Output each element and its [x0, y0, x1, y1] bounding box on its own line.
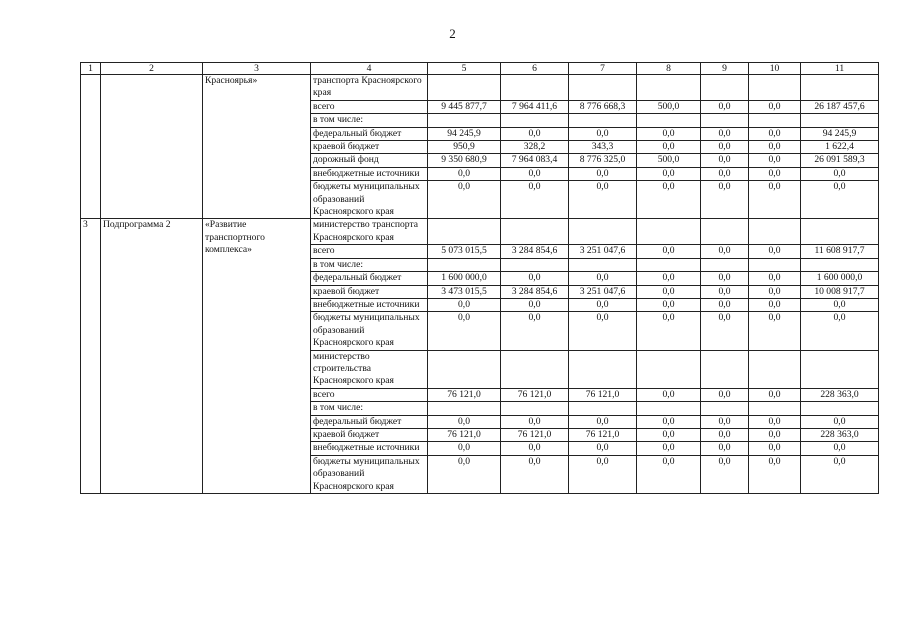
value-cell	[701, 350, 749, 388]
value-cell: 0,0	[637, 455, 701, 493]
value-cell	[637, 219, 701, 245]
value-cell: 0,0	[801, 455, 879, 493]
value-cell	[801, 402, 879, 415]
value-cell	[569, 258, 637, 271]
value-cell: 0,0	[701, 285, 749, 298]
value-cell: 0,0	[701, 415, 749, 428]
row-label: федеральный бюджет	[311, 415, 428, 428]
row-label: федеральный бюджет	[311, 272, 428, 285]
value-cell: 3 251 047,6	[569, 245, 637, 258]
value-cell	[637, 75, 701, 101]
value-cell	[749, 402, 801, 415]
col-header: 3	[203, 63, 311, 75]
value-cell: 0,0	[637, 388, 701, 401]
value-cell: 0,0	[701, 245, 749, 258]
value-cell	[428, 258, 501, 271]
value-cell: 0,0	[569, 415, 637, 428]
value-cell: 0,0	[701, 100, 749, 113]
value-cell	[701, 219, 749, 245]
value-cell: 1 600 000,0	[428, 272, 501, 285]
value-cell: 0,0	[428, 455, 501, 493]
value-cell	[637, 402, 701, 415]
col-header: 8	[637, 63, 701, 75]
col-header: 11	[801, 63, 879, 75]
value-cell: 500,0	[637, 100, 701, 113]
value-cell: 0,0	[749, 298, 801, 311]
value-cell	[801, 350, 879, 388]
value-cell: 0,0	[501, 442, 569, 455]
agency-label: транспорта Красноярского края	[311, 75, 428, 101]
value-cell	[501, 258, 569, 271]
value-cell	[569, 402, 637, 415]
value-cell: 0,0	[701, 388, 749, 401]
value-cell: 0,0	[501, 415, 569, 428]
value-cell: 328,2	[501, 141, 569, 154]
row-label: краевой бюджет	[311, 141, 428, 154]
value-cell: 0,0	[749, 442, 801, 455]
value-cell: 0,0	[701, 312, 749, 350]
value-cell	[801, 114, 879, 127]
value-cell: 0,0	[569, 167, 637, 180]
value-cell: 0,0	[749, 388, 801, 401]
value-cell	[637, 350, 701, 388]
col-header: 1	[81, 63, 101, 75]
value-cell: 0,0	[801, 312, 879, 350]
value-cell: 0,0	[749, 127, 801, 140]
value-cell: 26 187 457,6	[801, 100, 879, 113]
value-cell	[637, 258, 701, 271]
value-cell: 76 121,0	[501, 428, 569, 441]
value-cell: 0,0	[501, 181, 569, 219]
value-cell	[801, 219, 879, 245]
value-cell	[801, 75, 879, 101]
value-cell: 0,0	[749, 245, 801, 258]
value-cell	[501, 402, 569, 415]
value-cell: 76 121,0	[428, 388, 501, 401]
value-cell	[569, 114, 637, 127]
value-cell: 1 622,4	[801, 141, 879, 154]
value-cell	[428, 402, 501, 415]
value-cell: 76 121,0	[428, 428, 501, 441]
value-cell	[428, 350, 501, 388]
row-label: федеральный бюджет	[311, 127, 428, 140]
value-cell: 8 776 668,3	[569, 100, 637, 113]
value-cell: 0,0	[501, 127, 569, 140]
agency-label: министерство транспорта Красноярского края	[311, 219, 428, 245]
value-cell: 0,0	[749, 154, 801, 167]
value-cell: 0,0	[428, 181, 501, 219]
value-cell: 3 473 015,5	[428, 285, 501, 298]
value-cell: 0,0	[749, 181, 801, 219]
value-cell: 26 091 589,3	[801, 154, 879, 167]
value-cell: 8 776 325,0	[569, 154, 637, 167]
value-cell: 0,0	[569, 272, 637, 285]
value-cell: 343,3	[569, 141, 637, 154]
col-header: 7	[569, 63, 637, 75]
value-cell: 0,0	[569, 298, 637, 311]
value-cell	[428, 114, 501, 127]
value-cell: 0,0	[428, 167, 501, 180]
value-cell	[501, 75, 569, 101]
subprogram-cell	[101, 75, 203, 219]
value-cell: 0,0	[749, 167, 801, 180]
value-cell	[749, 350, 801, 388]
value-cell: 0,0	[501, 312, 569, 350]
subprogram-name: Красноярья»	[203, 75, 311, 219]
value-cell	[749, 258, 801, 271]
value-cell: 0,0	[637, 285, 701, 298]
value-cell: 0,0	[701, 181, 749, 219]
col-header: 5	[428, 63, 501, 75]
value-cell	[701, 114, 749, 127]
value-cell: 0,0	[501, 455, 569, 493]
col-header: 10	[749, 63, 801, 75]
value-cell	[749, 114, 801, 127]
value-cell: 0,0	[701, 428, 749, 441]
value-cell	[701, 75, 749, 101]
value-cell: 7 964 411,6	[501, 100, 569, 113]
value-cell: 0,0	[801, 298, 879, 311]
col-header: 9	[701, 63, 749, 75]
row-number: 3	[81, 219, 101, 494]
row-label: бюджеты муниципальных образований Красноярского края	[311, 181, 428, 219]
value-cell: 76 121,0	[569, 428, 637, 441]
row-label: бюджеты муниципальных образований Красноярского края	[311, 312, 428, 350]
value-cell: 0,0	[749, 312, 801, 350]
row-label: в том числе:	[311, 114, 428, 127]
value-cell: 0,0	[701, 154, 749, 167]
value-cell	[801, 258, 879, 271]
value-cell	[569, 219, 637, 245]
value-cell: 0,0	[569, 181, 637, 219]
value-cell	[701, 402, 749, 415]
value-cell: 3 284 854,6	[501, 285, 569, 298]
value-cell: 0,0	[749, 415, 801, 428]
row-number-cell	[81, 75, 101, 219]
value-cell: 0,0	[637, 181, 701, 219]
value-cell: 500,0	[637, 154, 701, 167]
value-cell: 0,0	[749, 285, 801, 298]
value-cell: 0,0	[701, 127, 749, 140]
value-cell: 0,0	[428, 442, 501, 455]
col-header: 4	[311, 63, 428, 75]
value-cell	[569, 75, 637, 101]
table-row	[81, 75, 879, 101]
value-cell: 0,0	[637, 167, 701, 180]
value-cell: 5 073 015,5	[428, 245, 501, 258]
page-number: 2	[449, 26, 456, 41]
row-label: внебюджетные источники	[311, 442, 428, 455]
value-cell: 94 245,9	[428, 127, 501, 140]
value-cell: 0,0	[637, 298, 701, 311]
value-cell	[501, 219, 569, 245]
value-cell: 76 121,0	[501, 388, 569, 401]
value-cell: 0,0	[637, 245, 701, 258]
value-cell: 11 608 917,7	[801, 245, 879, 258]
value-cell	[501, 114, 569, 127]
value-cell: 0,0	[749, 141, 801, 154]
value-cell: 94 245,9	[801, 127, 879, 140]
value-cell	[428, 75, 501, 101]
value-cell: 0,0	[637, 127, 701, 140]
value-cell: 0,0	[801, 167, 879, 180]
value-cell: 0,0	[501, 272, 569, 285]
value-cell: 0,0	[569, 127, 637, 140]
agency-label: министерство строительства Красноярского края	[311, 350, 428, 388]
col-header: 6	[501, 63, 569, 75]
value-cell: 0,0	[801, 415, 879, 428]
value-cell: 7 964 083,4	[501, 154, 569, 167]
value-cell: 0,0	[637, 312, 701, 350]
value-cell: 3 284 854,6	[501, 245, 569, 258]
value-cell: 0,0	[569, 312, 637, 350]
value-cell: 0,0	[637, 442, 701, 455]
row-label: краевой бюджет	[311, 285, 428, 298]
value-cell: 0,0	[749, 428, 801, 441]
row-label: всего	[311, 245, 428, 258]
value-cell: 0,0	[637, 272, 701, 285]
value-cell: 0,0	[428, 415, 501, 428]
subprogram-name: «Развитие транспортного комплекса»	[203, 219, 311, 494]
value-cell: 0,0	[749, 272, 801, 285]
value-cell: 76 121,0	[569, 388, 637, 401]
value-cell: 0,0	[637, 428, 701, 441]
row-label: внебюджетные источники	[311, 167, 428, 180]
row-label: внебюджетные источники	[311, 298, 428, 311]
header-row	[81, 63, 879, 75]
value-cell: 0,0	[749, 455, 801, 493]
value-cell	[501, 350, 569, 388]
value-cell: 10 008 917,7	[801, 285, 879, 298]
value-cell: 0,0	[501, 167, 569, 180]
subprogram-title: Подпрограмма 2	[101, 219, 203, 494]
value-cell: 3 251 047,6	[569, 285, 637, 298]
value-cell: 0,0	[428, 312, 501, 350]
value-cell: 0,0	[428, 298, 501, 311]
value-cell	[637, 114, 701, 127]
value-cell: 228 363,0	[801, 388, 879, 401]
value-cell: 9 350 680,9	[428, 154, 501, 167]
value-cell: 0,0	[701, 167, 749, 180]
value-cell: 0,0	[701, 442, 749, 455]
value-cell: 0,0	[501, 298, 569, 311]
value-cell: 0,0	[701, 455, 749, 493]
value-cell: 9 445 877,7	[428, 100, 501, 113]
col-header: 2	[101, 63, 203, 75]
row-label: дорожный фонд	[311, 154, 428, 167]
value-cell: 0,0	[637, 141, 701, 154]
value-cell: 0,0	[749, 100, 801, 113]
row-label: в том числе:	[311, 258, 428, 271]
table-row	[81, 219, 879, 245]
value-cell: 0,0	[701, 141, 749, 154]
value-cell: 950,9	[428, 141, 501, 154]
budget-table	[80, 62, 879, 494]
row-label: бюджеты муниципальных образований Красноярского края	[311, 455, 428, 493]
value-cell: 0,0	[701, 272, 749, 285]
value-cell: 0,0	[569, 442, 637, 455]
value-cell	[701, 258, 749, 271]
value-cell: 1 600 000,0	[801, 272, 879, 285]
row-label: всего	[311, 388, 428, 401]
value-cell	[749, 75, 801, 101]
value-cell	[749, 219, 801, 245]
row-label: в том числе:	[311, 402, 428, 415]
value-cell	[428, 219, 501, 245]
value-cell: 0,0	[801, 181, 879, 219]
value-cell: 228 363,0	[801, 428, 879, 441]
value-cell: 0,0	[801, 442, 879, 455]
value-cell: 0,0	[569, 455, 637, 493]
row-label: краевой бюджет	[311, 428, 428, 441]
value-cell: 0,0	[701, 298, 749, 311]
value-cell: 0,0	[637, 415, 701, 428]
value-cell	[569, 350, 637, 388]
row-label: всего	[311, 100, 428, 113]
